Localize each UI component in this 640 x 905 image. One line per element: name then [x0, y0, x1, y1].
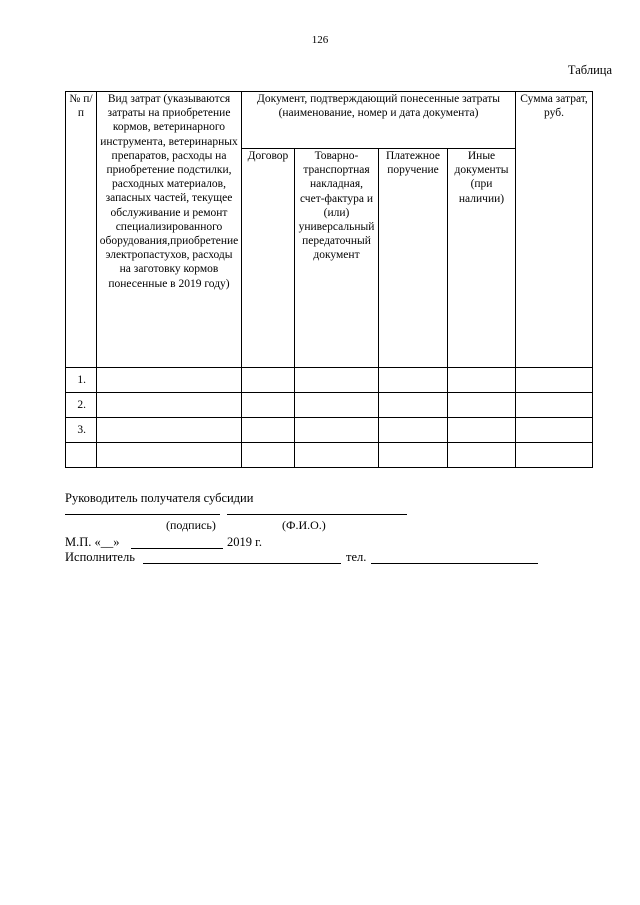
cell-waybill[interactable]	[295, 368, 379, 393]
seal-date-year: 2019 г.	[227, 535, 262, 549]
cell-cost-type[interactable]	[97, 418, 242, 443]
name-caption: (Ф.И.О.)	[282, 518, 326, 532]
header-num: № п/п	[66, 92, 97, 368]
cell-contract[interactable]	[242, 393, 295, 418]
cell-other[interactable]	[448, 368, 516, 393]
cell-payment[interactable]	[379, 443, 448, 468]
cell-other[interactable]	[448, 443, 516, 468]
cell-payment[interactable]	[379, 418, 448, 443]
row-number	[66, 443, 97, 468]
costs-table	[65, 91, 593, 468]
cell-sum[interactable]	[516, 393, 593, 418]
phone-line[interactable]	[371, 563, 538, 564]
cell-contract[interactable]	[242, 418, 295, 443]
cell-payment[interactable]	[379, 368, 448, 393]
executor-label: Исполнитель	[65, 550, 135, 564]
header-document: Документ, подтверждающий понесенные затраты (наименование, номер и дата документа)	[242, 92, 516, 149]
cell-waybill[interactable]	[295, 418, 379, 443]
header-sum: Сумма затрат, руб.	[516, 92, 593, 368]
row-number: 2.	[66, 393, 97, 418]
executor-line[interactable]	[143, 563, 341, 564]
cell-sum[interactable]	[516, 418, 593, 443]
row-number: 1.	[66, 368, 97, 393]
table-row	[66, 368, 593, 393]
header-cost-type: Вид затрат (указываются затраты на приобретение кормов, ветеринарного инструмента, ветеринарных препаратов, расходы на приобретение подстилки, расходных материалов, запасных частей, текущее обслуживание и ремонт специализированного оборудования,приобретение электропастухов, расходы на заготовку кормов понесенные в 2019 году)	[97, 92, 242, 368]
cell-contract[interactable]	[242, 368, 295, 393]
page-number: 126	[311, 34, 329, 46]
row-number: 3.	[66, 418, 97, 443]
cell-other[interactable]	[448, 393, 516, 418]
cell-other[interactable]	[448, 418, 516, 443]
seal-date-prefix: М.П. «__»	[65, 535, 120, 549]
table-row	[66, 418, 593, 443]
table-row	[66, 393, 593, 418]
cell-cost-type[interactable]	[97, 393, 242, 418]
cell-cost-type[interactable]	[97, 443, 242, 468]
cell-sum[interactable]	[516, 443, 593, 468]
header-row	[66, 92, 593, 149]
cell-waybill[interactable]	[295, 393, 379, 418]
header-waybill: Товарно-транспортная накладная, счет-фактура и (или) универсальный передаточный документ	[295, 149, 379, 368]
phone-label: тел.	[346, 550, 367, 564]
name-line[interactable]	[227, 514, 407, 515]
signature-caption: (подпись)	[166, 518, 216, 532]
table-caption: Таблица	[567, 63, 612, 77]
cell-waybill[interactable]	[295, 443, 379, 468]
date-month-line[interactable]	[131, 548, 223, 549]
header-payment: Платежное поручение	[379, 149, 448, 368]
cell-cost-type[interactable]	[97, 368, 242, 393]
head-of-recipient-label: Руководитель получателя субсидии	[65, 491, 254, 505]
header-contract: Договор	[242, 149, 295, 368]
cell-contract[interactable]	[242, 443, 295, 468]
signature-line[interactable]	[65, 514, 220, 515]
cell-payment[interactable]	[379, 393, 448, 418]
table-row	[66, 443, 593, 468]
header-other: Иные документы (при наличии)	[448, 149, 516, 368]
cell-sum[interactable]	[516, 368, 593, 393]
